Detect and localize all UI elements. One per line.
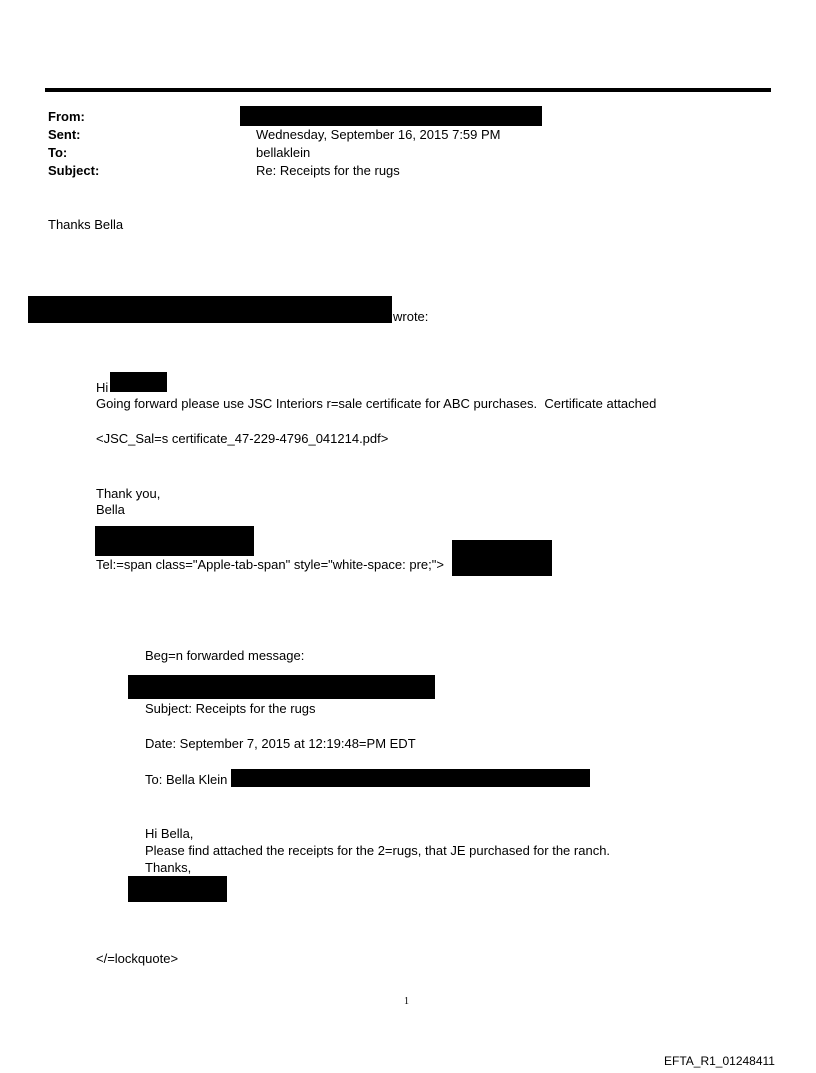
sent-value: Wednesday, September 16, 2015 7:59 PM <box>256 127 501 142</box>
redaction-email <box>231 769 590 787</box>
header-rule <box>45 88 771 92</box>
forwarded-greeting: Hi Bella, <box>145 826 194 841</box>
redaction-phone <box>452 540 552 576</box>
forwarded-date: Date: September 7, 2015 at 12:19:48=PM EDT <box>145 736 416 751</box>
redaction-sender <box>28 296 392 323</box>
forwarded-thanks: Thanks, <box>145 860 192 875</box>
sent-label: Sent: <box>48 127 81 142</box>
signature-name: Bella <box>96 502 125 517</box>
page-number: 1 <box>404 996 409 1007</box>
forwarded-to: To: Bella Klein <box>145 772 228 787</box>
to-value: bellaklein <box>256 145 311 160</box>
reply-text: Thanks Bella <box>48 217 124 232</box>
redaction-signature <box>95 526 254 556</box>
redaction-from <box>240 106 542 126</box>
subject-value: Re: Receipts for the rugs <box>256 163 400 178</box>
attachment-text: <JSC_Sal=s certificate_47-229-4796_041214.pdf> <box>96 431 389 446</box>
redaction-forwarded-signature <box>128 876 227 902</box>
thank-you-text: Thank you, <box>96 486 161 501</box>
body-line: Going forward please use JSC Interiors r=sale certificate for ABC purchases. Certificate attached <box>96 396 657 411</box>
to-label: To: <box>48 145 68 160</box>
forwarded-body-line: Please find attached the receipts for the 2=rugs, that JE purchased for the ranch. <box>145 843 611 858</box>
hi-text: Hi <box>96 380 109 395</box>
subject-label: Subject: <box>48 163 100 178</box>
redaction-name <box>110 372 167 392</box>
wrote-text: wrote: <box>393 309 429 324</box>
closing-tag: </=lockquote> <box>96 951 179 966</box>
forwarded-heading: Beg=n forwarded message: <box>145 648 305 663</box>
tel-text: Tel:=span class="Apple-tab-span" style="white-space: pre;"> <box>96 557 444 572</box>
forwarded-subject: Subject: Receipts for the rugs <box>145 701 316 716</box>
from-label: From: <box>48 109 85 124</box>
document-id: EFTA_R1_01248411 <box>664 1054 775 1068</box>
redaction-from-forwarded <box>128 675 435 699</box>
